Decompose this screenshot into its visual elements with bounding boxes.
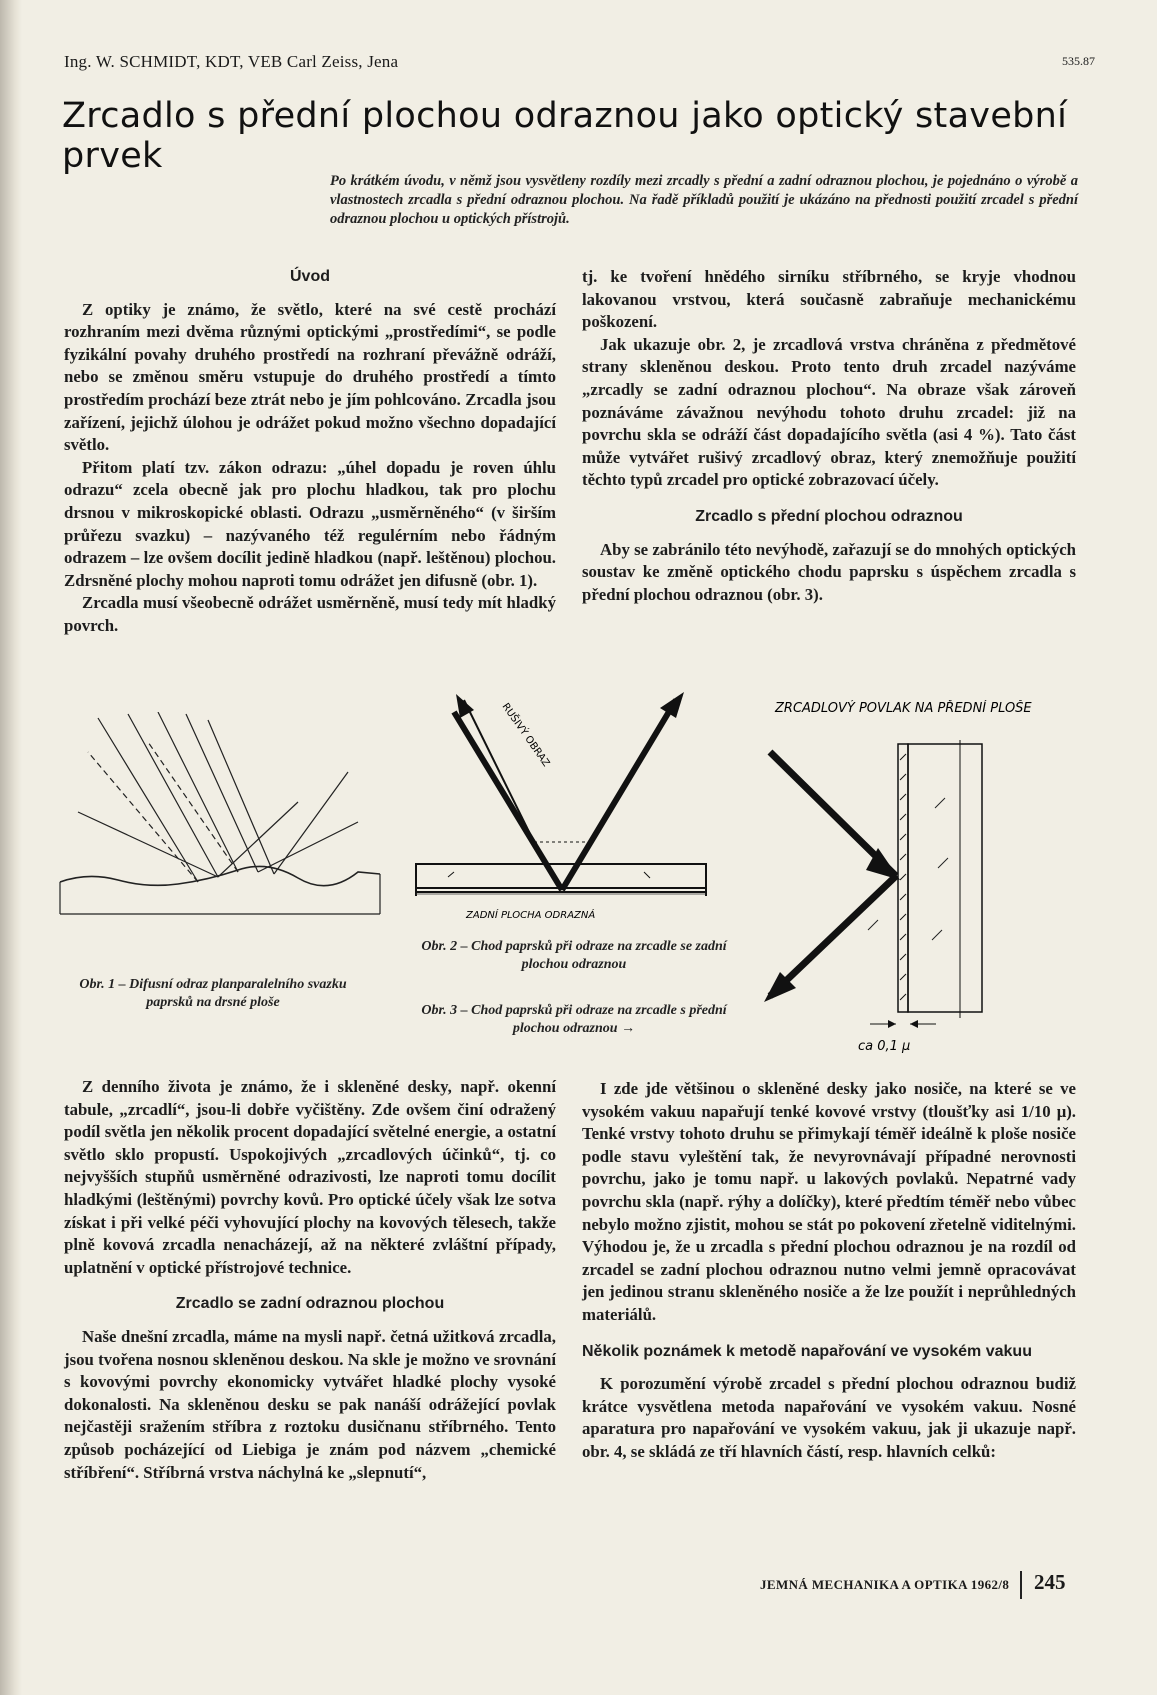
figure-3-caption-arrow: → (621, 1021, 636, 1036)
paragraph: Zrcadla musí všeobecně odrážet usměrněně, musí tedy mít hladký povrch. (64, 593, 556, 635)
paragraph: Jak ukazuje obr. 2, je zrcadlová vrstva chráněna z předmětové strany skleněnou deskou. Proto tento druh zrcadel nazýváme „zrcadly se zadní odraznou plochou“. Na obraze však zároveň poznáváme závažnou nevýhodu tohoto druhu zrcadel: již na povrchu skla se odráží část dopadajícího světla (asi 4 %). Tato část může vytvářet rušivý zrcadlový obraz, který znemožňuje použití těchto typů zrcadel pro optické zobrazovací účely. (582, 334, 1076, 490)
figure-1-diffuse-reflection (58, 712, 388, 922)
paragraph: Přitom platí tzv. zákon odrazu: „úhel dopadu je roven úhlu odrazu“ zcela obecně jak pro plochu hladkou, tak pro plochu drsnou v mikroskopické oblasti. Odrazu „usměrněného“ (v širším průřezu svazku) – nazývaného též regulérním nebo řádným odrazem – lze ovšem docílit jedině hladkou (např. leštěnou) plochou. Zdrsněné plochy mohou naproti tomu odrážet jen difusně (obr. 1). (64, 457, 556, 590)
section-heading-front-mirror: Zrcadlo s přední plochou odraznou (695, 507, 963, 525)
right-column-upper (582, 266, 1076, 606)
figure-3-caption-text: Obr. 3 – Chod paprsků při odraze na zrcadle s přední plochou odraznou (421, 1003, 727, 1036)
section-heading-uvod: Úvod (290, 268, 330, 285)
author-line: Ing. W. SCHMIDT, KDT, VEB Carl Zeiss, Jena (64, 52, 399, 71)
figure-3-label-top: ZRCADLOVÝ POVLAK NA PŘEDNÍ PLOŠE (775, 701, 1032, 716)
section-heading-vacuum: Několik poznámek k metodě napařování ve vysokém vakuu (582, 1342, 1032, 1360)
figure-2-label-top: RUŠIVÝ OBRAZ (499, 701, 552, 769)
figure-1-caption: Obr. 1 – Difusní odraz planparalelního svazku paprsků na drsné ploše (79, 977, 347, 1010)
paragraph: Naše dnešní zrcadla, máme na mysli např. četná užitková zrcadla, jsou tvořena nosnou skleněnou deskou. Na skle je možno ve srovnání s kovovými povrchy ekonomicky vytvářet hladké plochy vysoké dokonalosti. Na skleněnou desku se pak nanáší odrážející povlak nejčastěji sražením stříbra z roztoku dusičnanu stříbrného. Tento způsob pocházející od Liebiga je znám pod názvem „chemické stříbření“. Stříbrná vrstva náchylná ke „slepnutí“, (64, 1326, 556, 1482)
figure-3-front-surface-mirror (760, 700, 1080, 1060)
classification-code: 535.87 (1062, 54, 1095, 68)
left-column-lower (64, 1076, 556, 1484)
paragraph: Z optiky je známo, že světlo, které na své cestě prochází rozhraním mezi dvěma různými optickými „prostředími“, se podle fyzikální povahy druhého prostředí na rozhraní převážně odráží, nebo se změnou směru vstupuje do druhého prostředí a tímto prostředím prochází beze ztrát nebo je jím pohlcováno. Zrcadla jsou zařízení, jejichž úlohou je odrážet pokud možno všechno dopadající světlo. (64, 299, 556, 455)
figure-2-label-bottom: ZADNÍ PLOCHA ODRAZNÁ (466, 910, 596, 921)
paragraph: K porozumění výrobě zrcadel s přední plochou odraznou budiž krátce vysvětlena metoda napařování ve vysokém vakuu. Nosné aparatura pro napařování ve vysokém vakuu, jak ji ukazuje např. obr. 4, se skládá ze tří hlavních částí, resp. hlavních celků: (582, 1374, 1076, 1461)
page-number: 245 (1034, 1570, 1066, 1594)
article-title: Zrcadlo s přední plochou odraznou jako optický stavební prvek (62, 96, 1068, 176)
figure-2-rear-surface-mirror (414, 692, 714, 932)
right-column-lower (582, 1078, 1076, 1464)
footer-divider (1020, 1571, 1022, 1599)
section-heading-rear-mirror: Zrcadlo se zadní odraznou plochou (175, 1295, 445, 1313)
paragraph: tj. ke tvoření hnědého sirníku stříbrného, se kryje vhodnou lakovanou vrstvou, která současně zabraňuje mechanickému poškození. (582, 267, 1076, 332)
figure-2-caption: Obr. 2 – Chod paprsků při odraze na zrcadle se zadní plochou odraznou (421, 939, 727, 972)
paragraph: Aby se zabránilo této nevýhodě, zařazují se do mnohých optických soustav ke změně optického chodu paprsku s úspěchem zrcadla s přední plochou odraznou (obr. 3). (582, 539, 1076, 604)
paragraph: I zde jde většinou o skleněné desky jako nosiče, na které se ve vysokém vakuu napařují tenké kovové vrstvy (tloušťky asi 1/10 μ). Tenké vrstvy tohoto druhu se přimykají téměř ideálně k ploše nosiče podle stavu vyleštění tak, že nevyrovnávají případné nerovnosti povrchu, jako je tomu např. u lakových povlaků. Nepatrné vady povrchu skla (např. rýhy a dolíčky), které předtím téměř nebo vůbec nebylo možno zjistit, mohou se stát po pokovení zřetelně viditelnými. Výhodou je, že u zrcadla s přední plochou odraznou je na rozdíl od zrcadel se zadní plochou odraznou nutno velmi jemně opracovávat jen jedinou stranu skleněného nosiče a že lze použít i neprůhledných materiálů. (582, 1079, 1076, 1324)
abstract: Po krátkém úvodu, v němž jsou vysvětleny rozdíly mezi zrcadly s přední a zadní odraznou plochou, je pojednáno o výrobě a vlastnostech zrcadla s přední odraznou plochou. Na řadě příkladů použití je ukázáno na přednosti použití zrcadel s přední odraznou plochou u optických přístrojů. (330, 173, 1078, 227)
page-spine-shadow (0, 0, 22, 1695)
paragraph: Z denního života je známo, že i skleněné desky, např. okenní tabule, „zrcadlí“, jsou-li dobře vyčištěny. Zde ovšem činí odražený podíl světla jen několik procent dopadající světelné energie, a ostatní světlo sklo propustí. Uspokojivých „zrcadlových účinků“, tj. co nejvyšších stupňů usměrněné odrazivosti, lze naproti tomu docílit hladkými (leštěnými) povrchy kovů. Pro optické účely však lze sotva získat i při velké péči vyhovující plochy na kovových tělesech, takže plně kovová zrcadla nenacházejí, až na některé zvláštní případy, uplatnění v optické přístrojové technice. (64, 1077, 556, 1277)
journal-footer: JEMNÁ MECHANIKA A OPTIKA 1962/8 (760, 1577, 1010, 1592)
left-column-upper (64, 258, 556, 638)
figure-3-caption (404, 1002, 744, 1038)
figure-3-label-bottom: ca 0,1 μ (858, 1039, 911, 1054)
